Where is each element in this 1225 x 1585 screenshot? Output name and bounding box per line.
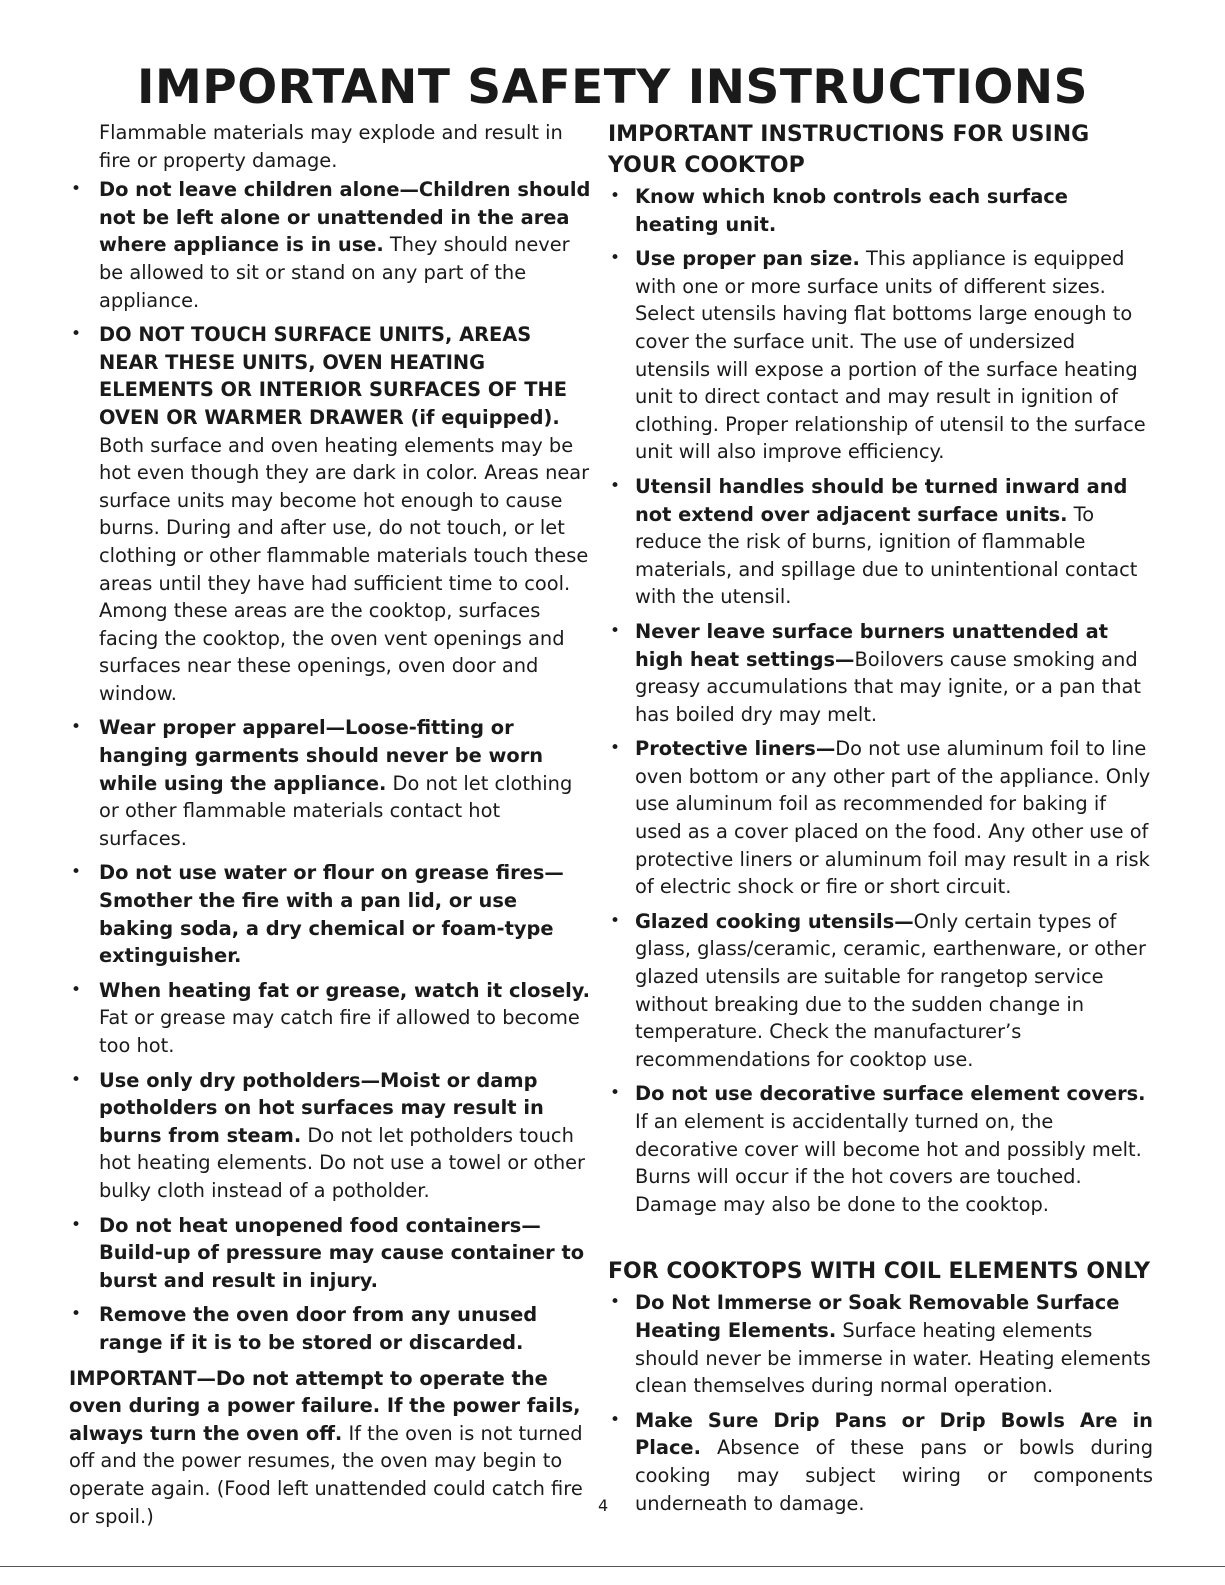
list-item [613, 1289, 1153, 1399]
important-bold-text: IMPORTANT—Do not attempt to operate the oven during a power failure. If the power fails, always turn the oven off. [69, 1366, 581, 1445]
item-bold-text: Do not heat unopened food containers—Build-up of pressure may cause container to burst and result in injury. [99, 1213, 585, 1292]
section-heading-cooktop: IMPORTANT INSTRUCTIONS FOR USING YOUR COOKTOP [608, 122, 1090, 178]
list-item [69, 1212, 594, 1295]
item-body-text: To reduce the risk of burns, ignition of flammable materials, and spillage due to unintentional contact with the utensil. [635, 502, 1138, 609]
item-body-text: Do not let clothing or other flammable materials contact hot surfaces. [99, 771, 573, 850]
list-item [69, 176, 594, 314]
item-bold-text: DO NOT TOUCH SURFACE UNITS, AREAS NEAR THESE UNITS, OVEN HEATING ELEMENTS OR INTERIOR SURFACES OF THE OVEN OR WARMER DRAWER (if equipped). [99, 323, 567, 429]
list-item [69, 977, 594, 1060]
item-body-text: Absence of these pans or bowls during cooking may subject wiring or components underneath to damage. [635, 1436, 1153, 1515]
list-item [69, 859, 594, 969]
item-body-text: They should never be allowed to sit or stand on any part of the appliance. [99, 233, 570, 312]
list-item [613, 908, 1153, 1074]
item-body-text: Only certain types of glass, glass/ceramic, ceramic, earthenware, or other glazed utensils are suitable for rangetop service without breaking due to the sudden change in temperature. Check the manufacturer’s recommendations for cooktop use. [635, 909, 1146, 1071]
item-bold-text: Use only dry potholders—Moist or damp potholders on hot surfaces may result in burns from steam. [99, 1068, 544, 1147]
item-bold-text: Glazed cooking utensils— [635, 909, 914, 933]
left-instruction-list [69, 176, 594, 1356]
list-item [613, 618, 1153, 728]
item-body-text: Surface heating elements should never be immerse in water. Heating elements clean themselves during normal operation. [635, 1318, 1151, 1398]
list-item [69, 714, 594, 852]
intro-text: Flammable materials may explode and result in fire or property damage. [99, 121, 563, 172]
item-bold-text: Never leave surface burners unattended at high heat settings— [635, 619, 1108, 671]
item-body-text: Boilovers cause smoking and greasy accumulations that may ignite, or a pan that has boiled dry may melt. [635, 647, 1142, 726]
item-bold-text: Utensil handles should be turned inward and not extend over adjacent surface units. [635, 474, 1128, 526]
left-column [69, 119, 594, 1530]
item-bold-text: Wear proper apparel—Loose-fitting or hanging garments should never be worn while using the appliance. [99, 716, 544, 795]
cooktop-instruction-list [613, 183, 1153, 1218]
item-body-text: If an element is accidentally turned on, the decorative cover will become hot and possibly melt. Burns will occur if the hot covers are touched. Damage may also be done to the cooktop. [635, 1110, 1142, 1216]
item-body-text: Do not use aluminum foil to line oven bottom or any other part of the appliance. Only use aluminum foil as recommended for baking if used as a cover placed on the food. Any other use of protective liners or aluminum foil may result in a risk of electric shock or fire or short circuit. [635, 737, 1151, 899]
item-bold-text: Protective liners— [635, 737, 836, 761]
important-paragraph [69, 1365, 594, 1531]
list-item [613, 735, 1153, 901]
item-body-text: Fat or grease may catch fire if allowed to become too hot. [99, 1006, 580, 1057]
list-item [613, 1407, 1153, 1517]
list-item [69, 321, 594, 707]
coil-instruction-list [613, 1289, 1153, 1517]
item-body-text: Both surface and oven heating elements may be hot even though they are dark in color. Areas near surface units may become hot enough to cause burns. During and after use, do not touch, or let clothing or other flammable materials touch these areas until they have had sufficient time to cool. Among these areas are the cooktop, surfaces facing the cooktop, the oven vent openings and surfaces near these openings, oven door and window. [99, 433, 590, 705]
item-body-text: Do not let potholders touch hot heating elements. Do not use a towel or other bulky cloth instead of a potholder. [99, 1123, 586, 1202]
page-title: IMPORTANT SAFETY INSTRUCTIONS [137, 60, 1088, 115]
bottom-divider [0, 1566, 1225, 1567]
list-item [613, 1080, 1153, 1218]
list-item [613, 183, 1153, 238]
list-item [69, 1067, 594, 1205]
item-bold-text: Use proper pan size. [635, 247, 860, 271]
item-bold-text: Do not use water or flour on grease fires—Smother the fire with a pan lid, or use baking soda, a dry chemical or foam-type extinguisher. [99, 861, 564, 968]
item-bold-text: Do not leave children alone—Children should not be left alone or unattended in the area where appliance is in use. [99, 178, 591, 257]
item-bold-text: Know which knob controls each surface heating unit. [635, 185, 1068, 236]
list-item [613, 245, 1153, 466]
item-bold-text: Do Not Immerse or Soak Removable Surface Heating Elements. [635, 1291, 1120, 1342]
item-bold-text: Remove the oven door from any unused range if it is to be stored or discarded. [99, 1303, 538, 1354]
right-column [608, 119, 1153, 1517]
page-number: 4 [598, 1496, 609, 1515]
important-body-text: If the oven is not turned off and the power resumes, the oven may begin to operate again. (Food left unattended could catch fire or spoil.) [69, 1421, 583, 1528]
item-bold-text: Do not use decorative surface element covers. [635, 1082, 1146, 1106]
item-bold-text: When heating fat or grease, watch it closely. [99, 978, 590, 1002]
section-heading-coil-elements: FOR COOKTOPS WITH COIL ELEMENTS ONLY [608, 1259, 1151, 1285]
list-item [613, 473, 1153, 611]
item-body-text: This appliance is equipped with one or more surface units of different sizes. Select utensils having flat bottoms large enough to cover the surface unit. The use of undersized utensils will expose a portion of the surface heating unit to direct contact and may result in ignition of clothing. Proper relationship of utensil to the surface unit will also improve efficiency. [635, 247, 1146, 464]
list-item [69, 1301, 594, 1356]
item-bold-text: Make Sure Drip Pans or Drip Bowls Are in Place. [635, 1408, 1153, 1460]
